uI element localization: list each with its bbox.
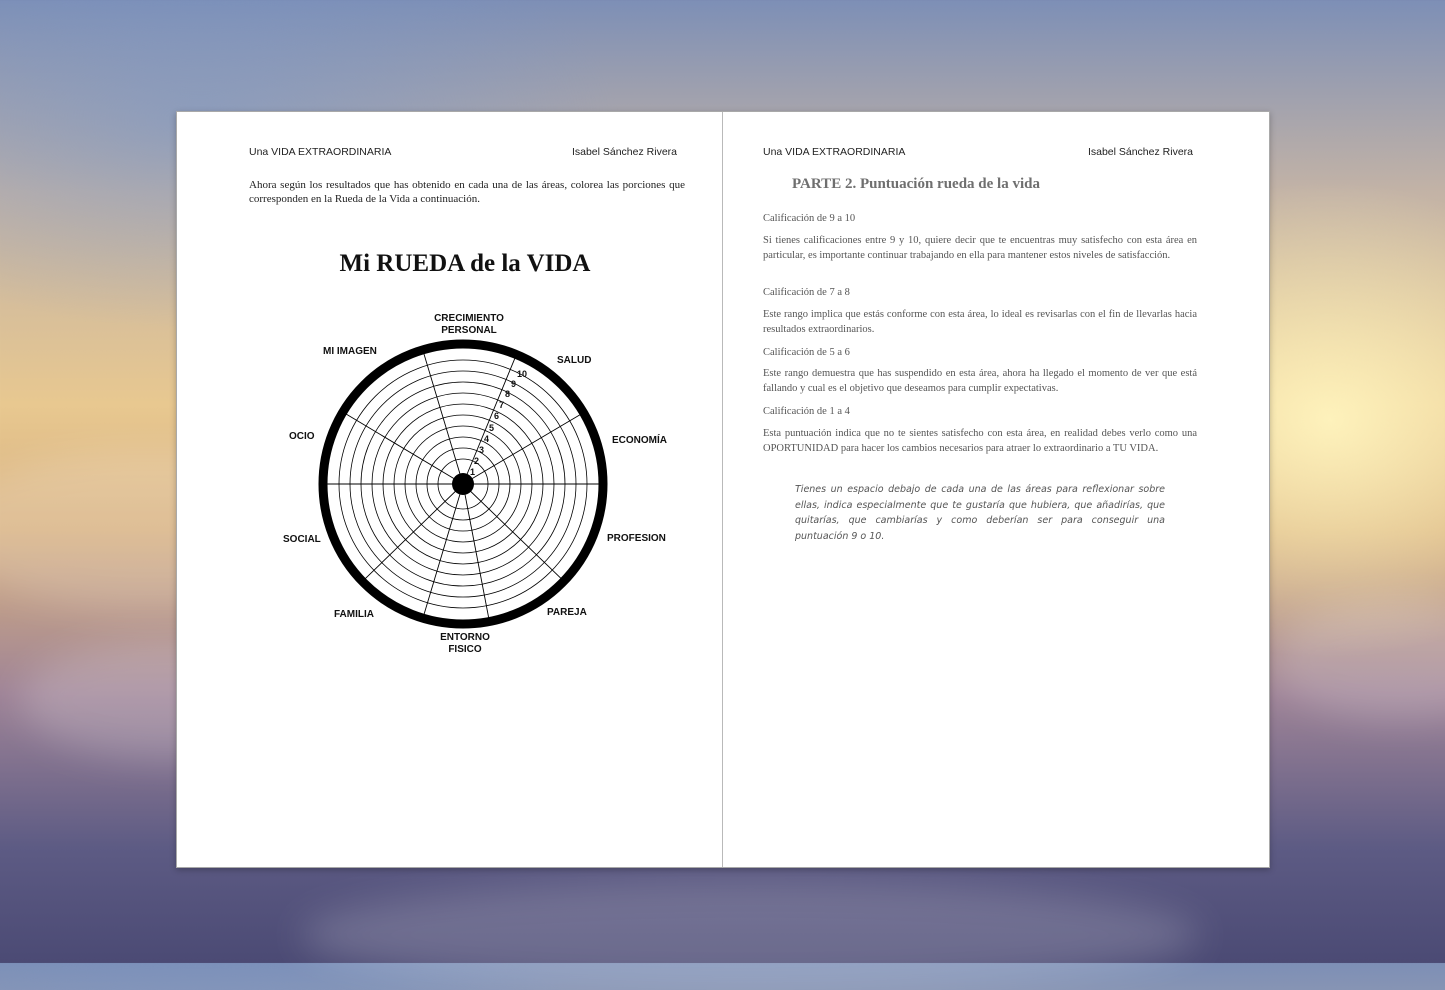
rating-title-1-4: Calificación de 1 a 4: [763, 406, 850, 417]
area-label-economia: ECONOMÍA: [612, 435, 667, 446]
scale-label-4: 4: [484, 434, 490, 444]
life-wheel-diagram: [273, 304, 673, 664]
header-author-right: Isabel Sánchez Rivera: [1087, 146, 1193, 158]
rating-body-5-6: Este rango demuestra que has suspendido en esta área, ahora ha llegado el momento de ver que está fallando y cual es el objetivo que deseamos para cumplir expectativas.: [763, 368, 1197, 394]
area-label-personal: PERSONAL: [441, 325, 497, 336]
area-label-salud: SALUD: [557, 355, 592, 366]
right-page: [723, 112, 1269, 867]
rating-body-9-10: Si tienes calificaciones entre 9 y 10, quiere decir que te encuentras muy satisfecho con esta área en particular, es importante continuar trabajando en ella para mantener estos niveles de satisfacción.: [763, 235, 1197, 261]
background-cloud: [1270, 600, 1445, 720]
scale-label-10: 10: [517, 369, 528, 379]
rating-title-9-10: Calificación de 9 a 10: [763, 213, 856, 224]
rating-title-5-6: Calificación de 5 a 6: [763, 347, 850, 358]
rating-body-1-4: Esta puntuación indica que no te sientes satisfecho con esta área, en realidad debes verlo como una OPORTUNIDAD para hacer los cambios necesarios para atraer lo extraordinario a TU VIDA.: [763, 428, 1197, 454]
area-label-social: SOCIAL: [283, 534, 321, 545]
area-label-crecimiento: CRECIMIENTO: [434, 313, 504, 324]
rating-title-7-8: Calificación de 7 a 8: [763, 287, 850, 298]
area-label-entorno: ENTORNO: [440, 632, 490, 643]
scale-label-5: 5: [489, 423, 495, 433]
scale-label-8: 8: [505, 389, 511, 399]
reflection-note: Tienes un espacio debajo de cada una de las áreas para reflexionar sobre ellas, indica especialmente que te gustaría que hubiera, que añadirías, que quitarías, que cambiarías y como deberían ser para conseguir una puntuación 9 o 10.: [795, 484, 1165, 542]
scale-label-9: 9: [511, 379, 517, 389]
area-label-ocio: OCIO: [289, 431, 315, 442]
rating-body-7-8: Este rango implica que estás conforme con esta área, lo ideal es revisarlas con el fin de llevarlas hacia resultados extraordinarios.: [763, 309, 1197, 335]
header-book-title-right: Una VIDA EXTRAORDINARIA: [763, 146, 906, 158]
scale-label-3: 3: [479, 445, 485, 455]
intro-text: Ahora según los resultados que has obtenido en cada una de las áreas, colorea las porciones que corresponden en la Rueda de la Vida a continuación.: [249, 179, 685, 205]
scale-label-7: 7: [499, 400, 505, 410]
section-heading: PARTE 2. Puntuación rueda de la vida: [792, 176, 1040, 192]
area-label-profesion: PROFESION: [607, 533, 666, 544]
scale-label-6: 6: [494, 411, 500, 421]
area-label-fisico: FISICO: [448, 644, 482, 655]
scale-label-2: 2: [474, 456, 480, 466]
header-book-title: Una VIDA EXTRAORDINARIA: [249, 146, 392, 158]
scale-label-1: 1: [470, 467, 476, 477]
header-author: Isabel Sánchez Rivera: [571, 146, 677, 158]
area-label-mi-imagen: MI IMAGEN: [323, 346, 377, 357]
wheel-title: Mi RUEDA de la VIDA: [339, 250, 591, 277]
background-cloud: [300, 880, 1200, 990]
area-label-familia: FAMILIA: [334, 609, 374, 620]
open-book: [176, 111, 1270, 868]
area-label-pareja: PAREJA: [547, 607, 587, 618]
left-page: [177, 112, 722, 867]
